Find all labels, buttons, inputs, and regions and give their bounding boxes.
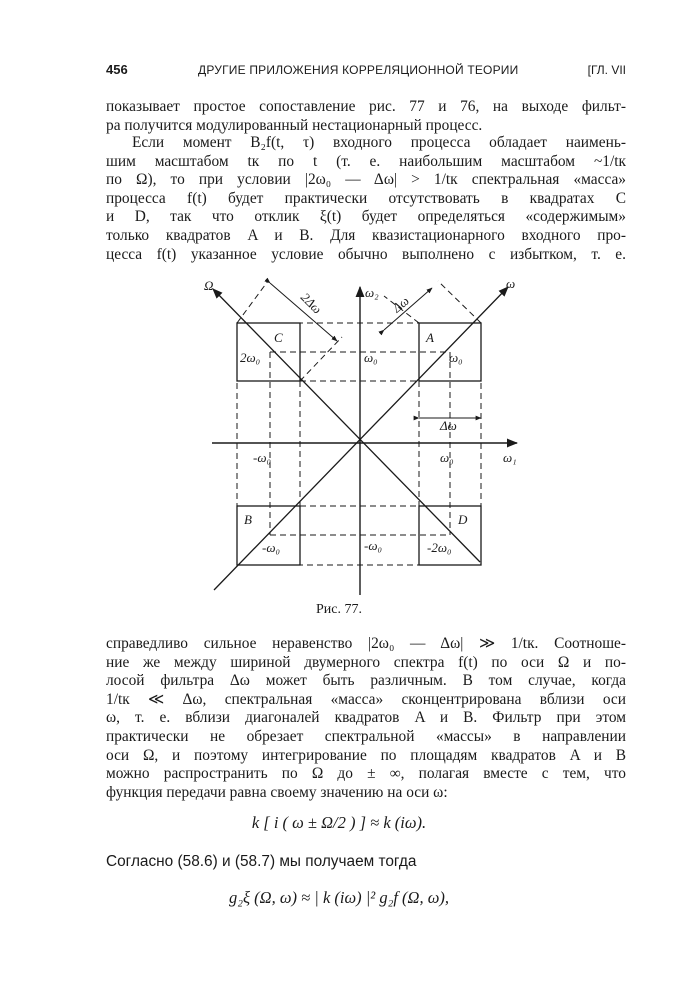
omega-label: ω	[506, 276, 516, 291]
text-line: процесса f(t) будет практически отсутствовать в квадратах C	[106, 189, 626, 207]
text-line: ра получится модулированный нестационарный процесс.	[106, 116, 483, 134]
omega0-top-label: ω₀	[364, 350, 378, 365]
formula-spectrum: g₂ξ (Ω, ω) ≈ | k (iω) |² g₂f (Ω, ω),	[228, 888, 449, 907]
minus-omega0-bottom-label: -ω₀	[364, 538, 383, 553]
text-line: оси Ω, и поэтому интегрирование по площадям квадратов A и B	[106, 746, 626, 764]
running-title: ДРУГИЕ ПРИЛОЖЕНИЯ КОРРЕЛЯЦИОННОЙ ТЕОРИИ	[198, 63, 519, 77]
minus-omega0-B-label: -ω₀	[262, 540, 281, 555]
text-line: ω, т. е. вблизи диагоналей квадратов A и B. Фильтр при этом	[106, 709, 626, 727]
omega-axis	[214, 287, 508, 590]
delta-omega-diag-arrow	[384, 288, 432, 330]
Omega-label: Ω	[204, 278, 214, 293]
square-C-label: C	[274, 330, 283, 345]
two-delta-omega-label: 2Δω	[297, 289, 325, 317]
omega0-axis-label: ω₀	[440, 450, 454, 465]
square-B-label: B	[244, 512, 252, 527]
text-line: по Ω), то при условии |2ω₀ — Δω| > 1/tк спектральная «масса»	[106, 171, 626, 189]
text-line: справедливо сильное неравенство |2ω₀ — Δω| ≫ 1/tк. Соотноше-	[106, 635, 626, 652]
text-line: только квадратов A и B. Для квазистационарного входного про-	[106, 226, 626, 244]
text-line: можно распространить по Ω до ± ∞, полагая вместе с тем, что	[106, 765, 626, 783]
paragraph-3	[106, 635, 626, 802]
text-line: функция передачи равна своему значению на оси ω:	[106, 783, 448, 801]
dashed-line	[438, 281, 481, 323]
text-line: 1/tк ≪ Δω, спектральная «масса» сконцентрирована вблизи оси	[106, 690, 626, 708]
text-line: шим масштабом tк по t (т. е. наибольшим масштабом ~1/tк	[106, 152, 626, 170]
square-D-label: D	[458, 512, 468, 527]
dashed-line	[300, 337, 342, 381]
text-line: цесса f(t) указанное условие обычно выполнено с избытком, т. е.	[106, 245, 626, 263]
formula-transfer-function: k [ i ( ω ± Ω/2 ) ] ≈ k (iω).	[251, 813, 427, 832]
minus-two-omega0-label: -2ω₀	[427, 540, 452, 555]
delta-omega-diag-label: Δω	[389, 293, 412, 316]
delta-omega-label: Δω	[440, 418, 457, 433]
figure-caption: Рис. 77.	[316, 602, 362, 617]
omega0-A-label: ω₀	[449, 350, 463, 365]
text-line: показывает простое сопоставление рис. 77 и 76, на выходе фильт-	[106, 98, 626, 115]
two-omega0-label: 2ω₀	[240, 350, 261, 365]
omega1-label: ω₁	[503, 450, 517, 465]
page-number: 456	[106, 62, 128, 77]
text-line: лосой фильтра Δω может быть различным. В том случае, когда	[106, 672, 626, 690]
minus-omega0-left-label: -ω₀	[253, 450, 272, 465]
square-A-label: A	[426, 330, 434, 345]
text-line: Если момент B₂f(t, τ) входного процесса обладает наимень-	[132, 134, 626, 151]
followup-text: Согласно (58.6) и (58.7) мы получаем тогда	[106, 853, 417, 870]
dashed-line	[237, 281, 268, 323]
text-line: практически не обрезает спектральной «массы» в направлении	[106, 727, 626, 745]
text-line: ние же между шириной двумерного спектра f(t) по оси Ω и по-	[106, 653, 626, 671]
chapter-label: [ГЛ. VII	[587, 63, 626, 77]
omega2-label: ω₂	[365, 285, 379, 300]
text-line: и D, так что отклик ξ(t) будет определяться «содержимым»	[106, 208, 626, 226]
